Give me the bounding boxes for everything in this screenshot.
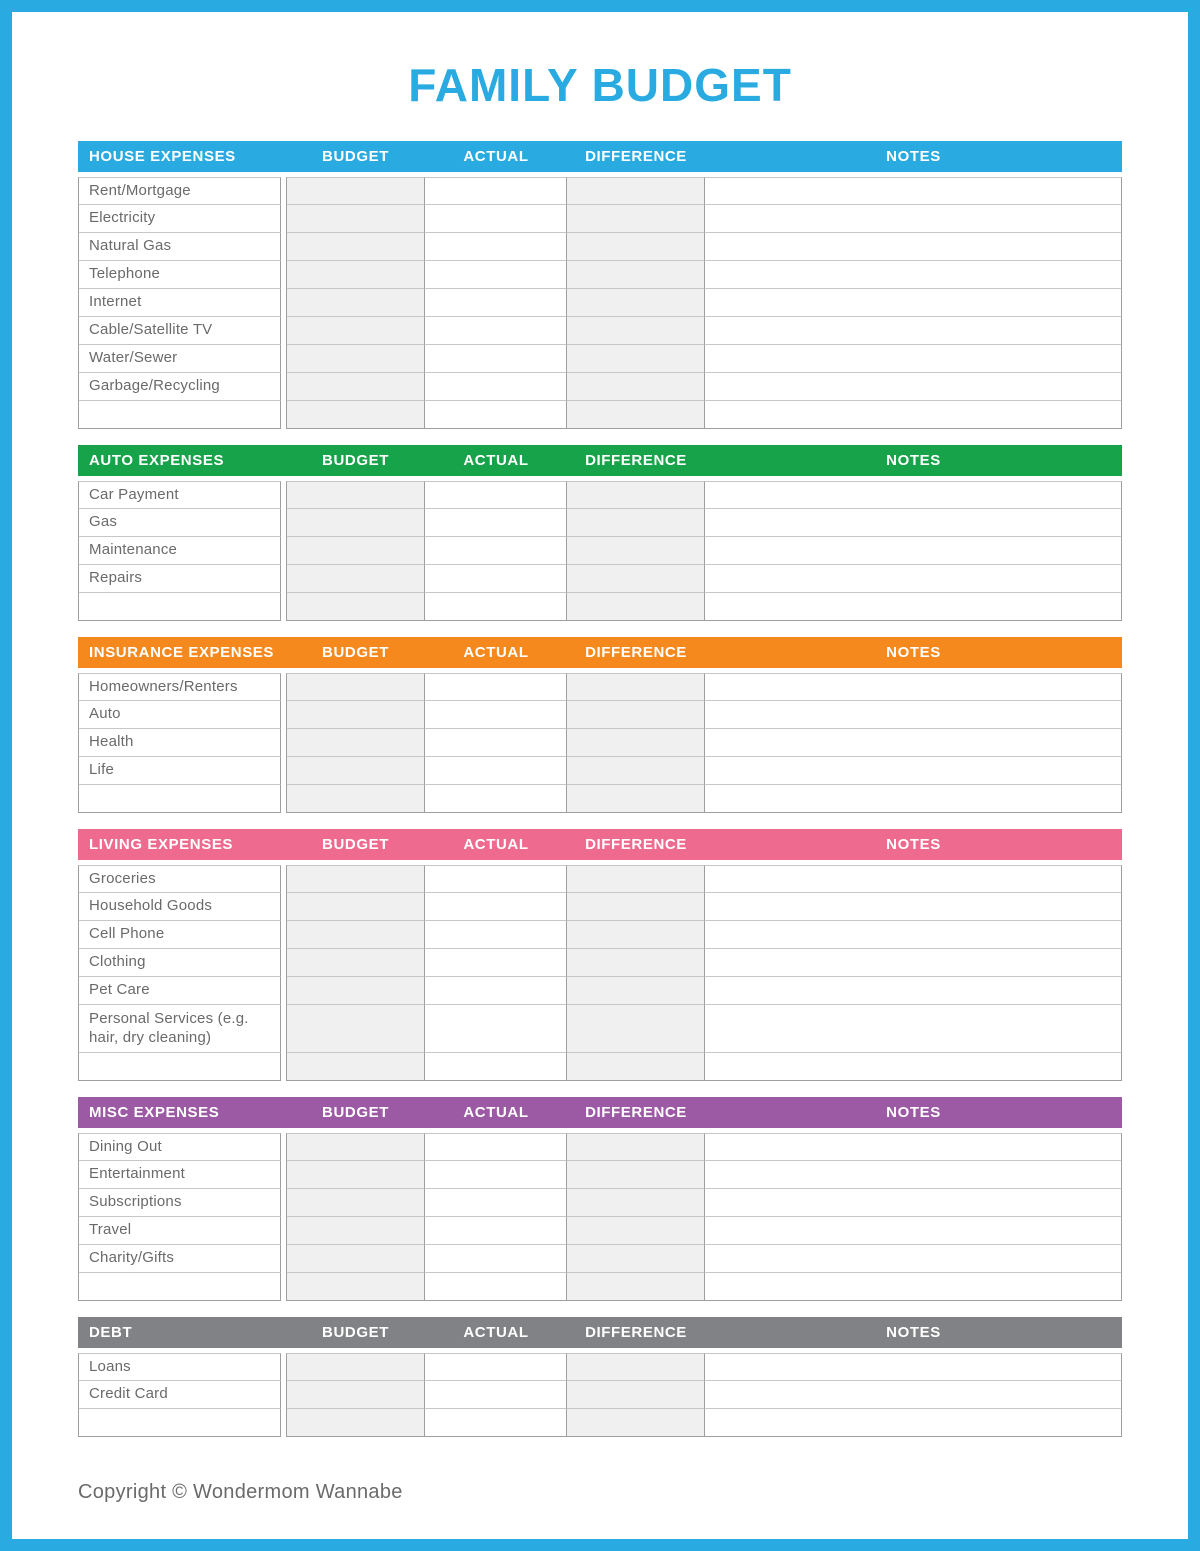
notes-cell bbox=[705, 1189, 1122, 1217]
notes-cell bbox=[705, 1353, 1122, 1381]
column-header-notes: NOTES bbox=[886, 1323, 941, 1341]
notes-cell bbox=[705, 701, 1122, 729]
table-row bbox=[78, 481, 1122, 509]
table-row bbox=[78, 977, 1122, 1005]
row-label: Rent/Mortgage bbox=[78, 177, 281, 205]
actual-cell bbox=[425, 537, 567, 565]
row-label bbox=[78, 1053, 281, 1081]
row-label: Loans bbox=[78, 1353, 281, 1381]
actual-cell bbox=[425, 1381, 567, 1409]
difference-cell bbox=[567, 537, 705, 565]
row-label bbox=[78, 1409, 281, 1437]
column-header-actual: ACTUAL bbox=[463, 1323, 529, 1341]
column-header-difference: DIFFERENCE bbox=[585, 147, 687, 165]
difference-cell bbox=[567, 701, 705, 729]
table-row bbox=[78, 373, 1122, 401]
table-row bbox=[78, 1409, 1122, 1437]
section-grid bbox=[78, 865, 1122, 1081]
table-row bbox=[78, 865, 1122, 893]
row-label: Maintenance bbox=[78, 537, 281, 565]
column-header-difference: DIFFERENCE bbox=[585, 643, 687, 661]
table-row bbox=[78, 261, 1122, 289]
row-label: Charity/Gifts bbox=[78, 1245, 281, 1273]
notes-cell bbox=[705, 785, 1122, 813]
column-header-actual: ACTUAL bbox=[463, 1103, 529, 1121]
section-grid bbox=[78, 1133, 1122, 1301]
table-row bbox=[78, 1217, 1122, 1245]
column-header-budget: BUDGET bbox=[322, 835, 389, 853]
notes-cell bbox=[705, 289, 1122, 317]
actual-cell bbox=[425, 401, 567, 429]
difference-cell bbox=[567, 593, 705, 621]
budget-cell bbox=[286, 205, 425, 233]
table-row bbox=[78, 949, 1122, 977]
actual-cell bbox=[425, 865, 567, 893]
difference-cell bbox=[567, 1353, 705, 1381]
table-row bbox=[78, 757, 1122, 785]
actual-cell bbox=[425, 1189, 567, 1217]
budget-cell bbox=[286, 1189, 425, 1217]
notes-cell bbox=[705, 481, 1122, 509]
actual-cell bbox=[425, 373, 567, 401]
table-row bbox=[78, 345, 1122, 373]
difference-cell bbox=[567, 1409, 705, 1437]
actual-cell bbox=[425, 1217, 567, 1245]
column-header-budget: BUDGET bbox=[322, 451, 389, 469]
notes-cell bbox=[705, 509, 1122, 537]
budget-cell bbox=[286, 1353, 425, 1381]
budget-cell bbox=[286, 373, 425, 401]
row-label: Groceries bbox=[78, 865, 281, 893]
table-row bbox=[78, 1005, 1122, 1053]
table-row bbox=[78, 673, 1122, 701]
section-title: INSURANCE EXPENSES bbox=[89, 643, 275, 661]
column-header-budget: BUDGET bbox=[322, 1323, 389, 1341]
budget-cell bbox=[286, 1053, 425, 1081]
notes-cell bbox=[705, 317, 1122, 345]
actual-cell bbox=[425, 345, 567, 373]
budget-cell bbox=[286, 509, 425, 537]
table-row bbox=[78, 921, 1122, 949]
budget-cell bbox=[286, 537, 425, 565]
column-header-difference: DIFFERENCE bbox=[585, 1103, 687, 1121]
column-header-notes: NOTES bbox=[886, 835, 941, 853]
notes-cell bbox=[705, 345, 1122, 373]
table-row bbox=[78, 1161, 1122, 1189]
table-row bbox=[78, 565, 1122, 593]
budget-cell bbox=[286, 289, 425, 317]
budget-cell bbox=[286, 1217, 425, 1245]
actual-cell bbox=[425, 233, 567, 261]
table-row bbox=[78, 1133, 1122, 1161]
row-label: Travel bbox=[78, 1217, 281, 1245]
actual-cell bbox=[425, 757, 567, 785]
column-header-budget: BUDGET bbox=[322, 147, 389, 165]
budget-cell bbox=[286, 757, 425, 785]
budget-cell bbox=[286, 261, 425, 289]
difference-cell bbox=[567, 1133, 705, 1161]
difference-cell bbox=[567, 1161, 705, 1189]
column-header-budget: BUDGET bbox=[322, 1103, 389, 1121]
row-label bbox=[78, 593, 281, 621]
notes-cell bbox=[705, 1273, 1122, 1301]
difference-cell bbox=[567, 949, 705, 977]
budget-cell bbox=[286, 977, 425, 1005]
row-label bbox=[78, 1273, 281, 1301]
difference-cell bbox=[567, 1381, 705, 1409]
difference-cell bbox=[567, 1217, 705, 1245]
actual-cell bbox=[425, 481, 567, 509]
actual-cell bbox=[425, 1409, 567, 1437]
actual-cell bbox=[425, 593, 567, 621]
difference-cell bbox=[567, 565, 705, 593]
row-label: Cable/Satellite TV bbox=[78, 317, 281, 345]
row-label: Garbage/Recycling bbox=[78, 373, 281, 401]
budget-cell bbox=[286, 1245, 425, 1273]
section-header bbox=[78, 637, 1122, 668]
table-row bbox=[78, 1273, 1122, 1301]
table-row bbox=[78, 893, 1122, 921]
actual-cell bbox=[425, 565, 567, 593]
budget-cell bbox=[286, 317, 425, 345]
budget-cell bbox=[286, 593, 425, 621]
difference-cell bbox=[567, 233, 705, 261]
budget-cell bbox=[286, 1381, 425, 1409]
table-row bbox=[78, 593, 1122, 621]
row-label: Car Payment bbox=[78, 481, 281, 509]
page bbox=[12, 12, 1188, 1539]
budget-cell bbox=[286, 481, 425, 509]
notes-cell bbox=[705, 977, 1122, 1005]
row-label: Personal Services (e.g. hair, dry cleaning) bbox=[78, 1005, 281, 1053]
actual-cell bbox=[425, 977, 567, 1005]
actual-cell bbox=[425, 1273, 567, 1301]
actual-cell bbox=[425, 893, 567, 921]
actual-cell bbox=[425, 261, 567, 289]
column-header-actual: ACTUAL bbox=[463, 835, 529, 853]
page-title: FAMILY BUDGET bbox=[408, 59, 792, 111]
notes-cell bbox=[705, 729, 1122, 757]
budget-cell bbox=[286, 785, 425, 813]
difference-cell bbox=[567, 1053, 705, 1081]
actual-cell bbox=[425, 1133, 567, 1161]
table-row bbox=[78, 785, 1122, 813]
row-label: Auto bbox=[78, 701, 281, 729]
column-header-notes: NOTES bbox=[886, 1103, 941, 1121]
notes-cell bbox=[705, 1381, 1122, 1409]
row-label bbox=[78, 785, 281, 813]
table-row bbox=[78, 177, 1122, 205]
difference-cell bbox=[567, 289, 705, 317]
difference-cell bbox=[567, 865, 705, 893]
actual-cell bbox=[425, 673, 567, 701]
difference-cell bbox=[567, 977, 705, 1005]
notes-cell bbox=[705, 593, 1122, 621]
table-row bbox=[78, 1381, 1122, 1409]
row-label: Pet Care bbox=[78, 977, 281, 1005]
row-label: Water/Sewer bbox=[78, 345, 281, 373]
section-title: HOUSE EXPENSES bbox=[89, 147, 236, 165]
section-title: DEBT bbox=[89, 1323, 133, 1341]
copyright-text: Copyright © Wondermom Wannabe bbox=[78, 1480, 403, 1503]
difference-cell bbox=[567, 1005, 705, 1053]
budget-cell bbox=[286, 865, 425, 893]
difference-cell bbox=[567, 1189, 705, 1217]
table-row bbox=[78, 233, 1122, 261]
notes-cell bbox=[705, 1409, 1122, 1437]
actual-cell bbox=[425, 1053, 567, 1081]
budget-cell bbox=[286, 565, 425, 593]
row-label: Health bbox=[78, 729, 281, 757]
row-label: Repairs bbox=[78, 565, 281, 593]
row-label: Household Goods bbox=[78, 893, 281, 921]
section-grid bbox=[78, 1353, 1122, 1437]
section-grid bbox=[78, 481, 1122, 621]
table-row bbox=[78, 1053, 1122, 1081]
budget-section bbox=[78, 637, 1122, 813]
budget-cell bbox=[286, 345, 425, 373]
column-header-actual: ACTUAL bbox=[463, 451, 529, 469]
section-header bbox=[78, 141, 1122, 172]
column-header-difference: DIFFERENCE bbox=[585, 451, 687, 469]
section-grid bbox=[78, 673, 1122, 813]
column-header-difference: DIFFERENCE bbox=[585, 1323, 687, 1341]
difference-cell bbox=[567, 261, 705, 289]
notes-cell bbox=[705, 1217, 1122, 1245]
budget-cell bbox=[286, 673, 425, 701]
table-row bbox=[78, 317, 1122, 345]
row-label: Credit Card bbox=[78, 1381, 281, 1409]
column-header-budget: BUDGET bbox=[322, 643, 389, 661]
actual-cell bbox=[425, 317, 567, 345]
notes-cell bbox=[705, 205, 1122, 233]
notes-cell bbox=[705, 949, 1122, 977]
table-row bbox=[78, 701, 1122, 729]
row-label: Telephone bbox=[78, 261, 281, 289]
table-row bbox=[78, 1189, 1122, 1217]
section-header bbox=[78, 829, 1122, 860]
table-row bbox=[78, 289, 1122, 317]
notes-cell bbox=[705, 1053, 1122, 1081]
row-label: Electricity bbox=[78, 205, 281, 233]
column-header-notes: NOTES bbox=[886, 451, 941, 469]
row-label: Life bbox=[78, 757, 281, 785]
difference-cell bbox=[567, 1273, 705, 1301]
row-label bbox=[78, 401, 281, 429]
budget-cell bbox=[286, 177, 425, 205]
difference-cell bbox=[567, 373, 705, 401]
budget-section bbox=[78, 1097, 1122, 1301]
budget-section bbox=[78, 1317, 1122, 1437]
table-row bbox=[78, 537, 1122, 565]
section-header bbox=[78, 445, 1122, 476]
section-header bbox=[78, 1097, 1122, 1128]
table-row bbox=[78, 401, 1122, 429]
notes-cell bbox=[705, 177, 1122, 205]
difference-cell bbox=[567, 893, 705, 921]
difference-cell bbox=[567, 401, 705, 429]
difference-cell bbox=[567, 757, 705, 785]
actual-cell bbox=[425, 1245, 567, 1273]
difference-cell bbox=[567, 345, 705, 373]
budget-cell bbox=[286, 729, 425, 757]
column-header-actual: ACTUAL bbox=[463, 643, 529, 661]
row-label: Dining Out bbox=[78, 1133, 281, 1161]
row-label: Gas bbox=[78, 509, 281, 537]
table-row bbox=[78, 1353, 1122, 1381]
budget-cell bbox=[286, 893, 425, 921]
actual-cell bbox=[425, 949, 567, 977]
row-label: Homeowners/Renters bbox=[78, 673, 281, 701]
table-row bbox=[78, 1245, 1122, 1273]
section-title: MISC EXPENSES bbox=[89, 1103, 220, 1121]
budget-section bbox=[78, 141, 1122, 429]
budget-sections bbox=[78, 141, 1122, 1437]
difference-cell bbox=[567, 729, 705, 757]
actual-cell bbox=[425, 205, 567, 233]
notes-cell bbox=[705, 757, 1122, 785]
notes-cell bbox=[705, 865, 1122, 893]
notes-cell bbox=[705, 1161, 1122, 1189]
actual-cell bbox=[425, 1161, 567, 1189]
actual-cell bbox=[425, 177, 567, 205]
row-label: Internet bbox=[78, 289, 281, 317]
table-row bbox=[78, 729, 1122, 757]
notes-cell bbox=[705, 893, 1122, 921]
difference-cell bbox=[567, 177, 705, 205]
actual-cell bbox=[425, 701, 567, 729]
budget-cell bbox=[286, 1133, 425, 1161]
notes-cell bbox=[705, 233, 1122, 261]
budget-cell bbox=[286, 949, 425, 977]
column-header-notes: NOTES bbox=[886, 643, 941, 661]
column-header-difference: DIFFERENCE bbox=[585, 835, 687, 853]
column-header-actual: ACTUAL bbox=[463, 147, 529, 165]
difference-cell bbox=[567, 481, 705, 509]
notes-cell bbox=[705, 1005, 1122, 1053]
budget-cell bbox=[286, 233, 425, 261]
actual-cell bbox=[425, 509, 567, 537]
actual-cell bbox=[425, 729, 567, 757]
table-row bbox=[78, 205, 1122, 233]
budget-cell bbox=[286, 921, 425, 949]
budget-cell bbox=[286, 1273, 425, 1301]
difference-cell bbox=[567, 1245, 705, 1273]
table-row bbox=[78, 509, 1122, 537]
section-grid bbox=[78, 177, 1122, 429]
budget-cell bbox=[286, 1409, 425, 1437]
difference-cell bbox=[567, 673, 705, 701]
actual-cell bbox=[425, 921, 567, 949]
difference-cell bbox=[567, 509, 705, 537]
budget-cell bbox=[286, 701, 425, 729]
budget-cell bbox=[286, 1161, 425, 1189]
notes-cell bbox=[705, 673, 1122, 701]
notes-cell bbox=[705, 261, 1122, 289]
section-header bbox=[78, 1317, 1122, 1348]
row-label: Entertainment bbox=[78, 1161, 281, 1189]
difference-cell bbox=[567, 317, 705, 345]
budget-section bbox=[78, 829, 1122, 1081]
notes-cell bbox=[705, 373, 1122, 401]
budget-cell bbox=[286, 1005, 425, 1053]
notes-cell bbox=[705, 1245, 1122, 1273]
actual-cell bbox=[425, 289, 567, 317]
row-label: Clothing bbox=[78, 949, 281, 977]
column-header-notes: NOTES bbox=[886, 147, 941, 165]
notes-cell bbox=[705, 401, 1122, 429]
difference-cell bbox=[567, 785, 705, 813]
row-label: Subscriptions bbox=[78, 1189, 281, 1217]
budget-section bbox=[78, 445, 1122, 621]
budget-cell bbox=[286, 401, 425, 429]
actual-cell bbox=[425, 1005, 567, 1053]
difference-cell bbox=[567, 205, 705, 233]
row-label: Cell Phone bbox=[78, 921, 281, 949]
actual-cell bbox=[425, 1353, 567, 1381]
notes-cell bbox=[705, 1133, 1122, 1161]
actual-cell bbox=[425, 785, 567, 813]
section-title: LIVING EXPENSES bbox=[89, 835, 234, 853]
notes-cell bbox=[705, 565, 1122, 593]
notes-cell bbox=[705, 537, 1122, 565]
notes-cell bbox=[705, 921, 1122, 949]
difference-cell bbox=[567, 921, 705, 949]
section-title: AUTO EXPENSES bbox=[89, 451, 225, 469]
row-label: Natural Gas bbox=[78, 233, 281, 261]
